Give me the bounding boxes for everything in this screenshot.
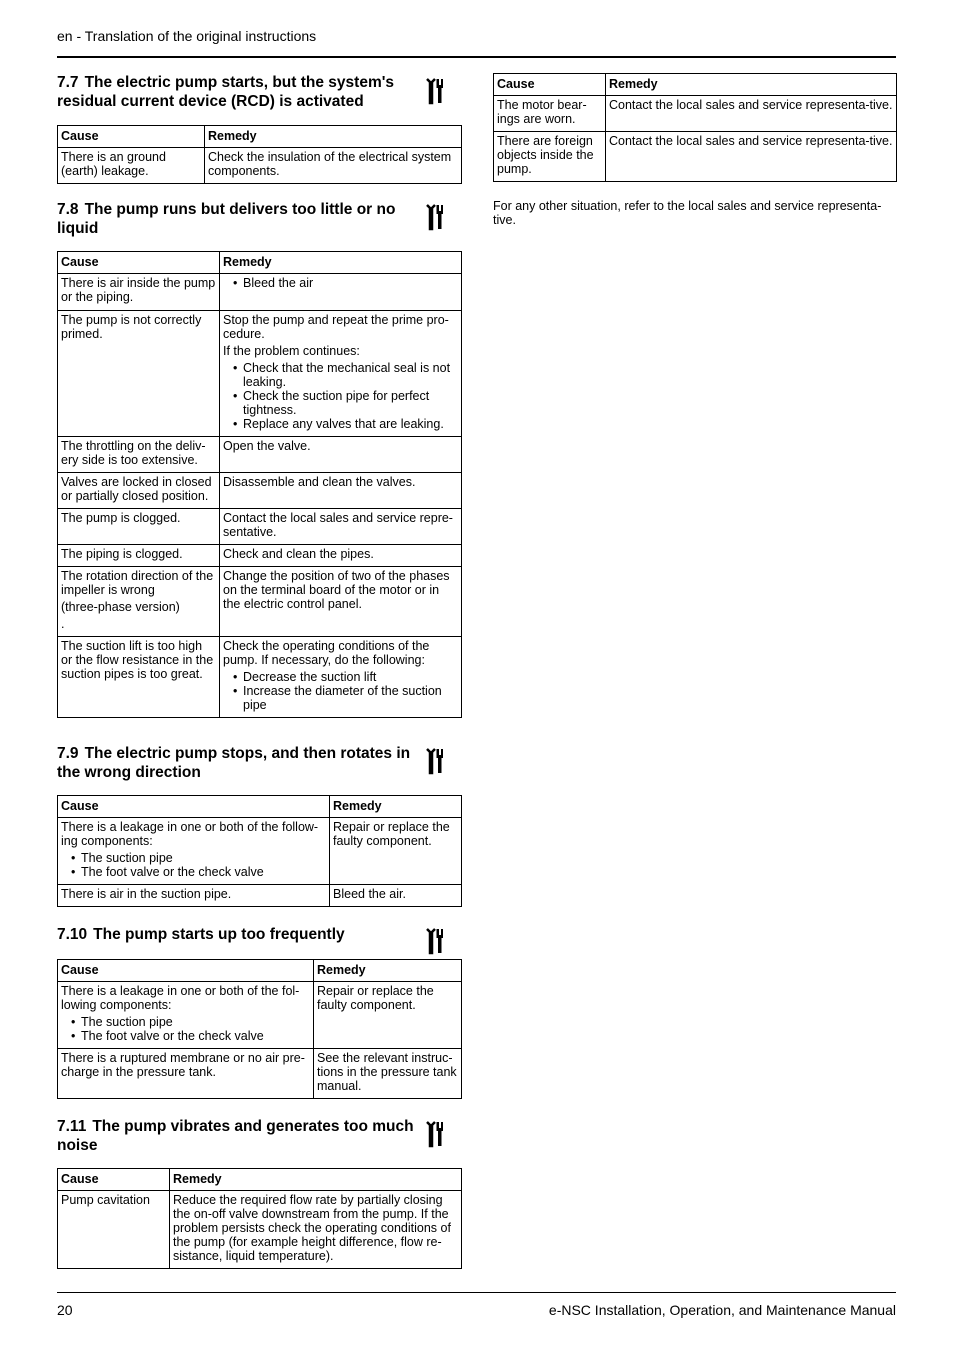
cause-text: . bbox=[61, 617, 65, 631]
cause-header: Cause bbox=[58, 252, 220, 274]
remedy-cell bbox=[220, 274, 462, 311]
table-row bbox=[494, 96, 897, 132]
cause-text: (three-phase version) bbox=[61, 600, 180, 614]
table-header-row bbox=[58, 1169, 462, 1191]
section-title-7-9 bbox=[57, 744, 417, 782]
section-title-7-8 bbox=[57, 200, 417, 238]
table-row bbox=[58, 818, 462, 885]
cause-cell: The motor bear-ings are worn. bbox=[494, 96, 606, 132]
remedy-header: Remedy bbox=[205, 126, 462, 148]
page-number: 20 bbox=[57, 1302, 73, 1318]
tools-icon bbox=[425, 77, 443, 105]
table-header-row bbox=[58, 126, 462, 148]
table-row bbox=[58, 982, 462, 1049]
remedy-cell: Change the position of two of the phases on the terminal board of the motor or in the electric control panel. bbox=[220, 567, 462, 637]
other-situation-note: For any other situation, refer to the local sales and service representa-tive. bbox=[493, 199, 882, 227]
cause-cell: There is an ground (earth) leakage. bbox=[58, 148, 205, 184]
cause-cell bbox=[58, 982, 314, 1049]
table-header-row bbox=[58, 252, 462, 274]
list-item: • The foot valve or the check valve bbox=[81, 1029, 310, 1043]
tools-icon bbox=[425, 1120, 443, 1148]
remedy-cell: Contact the local sales and service representa-tive. bbox=[606, 132, 897, 182]
remedy-header: Remedy bbox=[606, 74, 897, 96]
cause-cell: The piping is clogged. bbox=[58, 545, 220, 567]
section-heading: The pump starts up too frequently bbox=[93, 926, 345, 943]
remedy-cell: Reduce the required flow rate by partially closing the on-off valve downstream from the pump. If the problem persists check the operating conditions of the pump (for example height difference, flow re-sistance, liquid temperature). bbox=[170, 1191, 462, 1269]
remedy-cell: Repair or replace the faulty component. bbox=[314, 982, 462, 1049]
cause-cell: There is air in the suction pipe. bbox=[58, 885, 330, 907]
cause-cell: The throttling on the deliv-ery side is too extensive. bbox=[58, 437, 220, 473]
section-heading: The pump runs but delivers too little or no liquid bbox=[57, 201, 396, 237]
list-item: • The foot valve or the check valve bbox=[81, 865, 326, 879]
list-item: • The suction pipe bbox=[81, 851, 326, 865]
cause-cell: The pump is not correctly primed. bbox=[58, 311, 220, 437]
remedy-cell: Contact the local sales and service representa-tive. bbox=[606, 96, 897, 132]
table-header-row bbox=[58, 960, 462, 982]
cause-cell: The pump is clogged. bbox=[58, 509, 220, 545]
cause-header: Cause bbox=[494, 74, 606, 96]
section-title-7-7 bbox=[57, 73, 417, 111]
header-divider bbox=[57, 56, 896, 58]
list-item: • Bleed the air bbox=[243, 276, 458, 290]
remedy-text: Stop the pump and repeat the prime pro-cedure. bbox=[223, 313, 449, 341]
list-item: • Increase the diameter of the suction pipe bbox=[243, 684, 458, 712]
footer-divider bbox=[57, 1292, 896, 1293]
tools-icon bbox=[425, 927, 443, 955]
table-row bbox=[58, 509, 462, 545]
troubleshooting-table-continued bbox=[493, 73, 897, 182]
cause-header: Cause bbox=[58, 1169, 170, 1191]
section-title-7-10 bbox=[57, 925, 417, 944]
remedy-cell: See the relevant instruc-tions in the pressure tank manual. bbox=[314, 1049, 462, 1099]
cause-cell: There is air inside the pump or the piping. bbox=[58, 274, 220, 311]
remedy-header: Remedy bbox=[220, 252, 462, 274]
cause-header: Cause bbox=[58, 960, 314, 982]
cause-header: Cause bbox=[58, 126, 205, 148]
section-number: 7.11 bbox=[57, 1118, 87, 1135]
table-row bbox=[58, 311, 462, 437]
list-item: • Check that the mechanical seal is not leaking. bbox=[243, 361, 458, 389]
remedy-header: Remedy bbox=[330, 796, 462, 818]
troubleshooting-table-7-8 bbox=[57, 251, 462, 718]
list-item: • Check the suction pipe for perfect tightness. bbox=[243, 389, 458, 417]
cause-text: The rotation direction of the impeller is wrong bbox=[61, 569, 214, 597]
remedy-text: Check the operating conditions of the pump. If necessary, do the following: bbox=[223, 639, 430, 667]
list-item: • Replace any valves that are leaking. bbox=[243, 417, 458, 431]
cause-cell: Valves are locked in closed or partially closed position. bbox=[58, 473, 220, 509]
manual-title: e-NSC Installation, Operation, and Maintenance Manual bbox=[548, 1302, 896, 1318]
cause-cell bbox=[58, 818, 330, 885]
remedy-cell: Repair or replace the faulty component. bbox=[330, 818, 462, 885]
troubleshooting-table-7-9 bbox=[57, 795, 462, 907]
remedy-cell bbox=[220, 311, 462, 437]
section-title-7-11 bbox=[57, 1117, 417, 1155]
table-row bbox=[58, 473, 462, 509]
section-number: 7.9 bbox=[57, 745, 79, 762]
remedy-header: Remedy bbox=[170, 1169, 462, 1191]
tools-icon bbox=[425, 203, 443, 231]
section-number: 7.8 bbox=[57, 201, 79, 218]
cause-cell: There are foreign objects inside the pump. bbox=[494, 132, 606, 182]
section-number: 7.10 bbox=[57, 926, 88, 943]
cause-cell: Pump cavitation bbox=[58, 1191, 170, 1269]
table-row bbox=[58, 567, 462, 637]
table-header-row bbox=[494, 74, 897, 96]
troubleshooting-table-7-7 bbox=[57, 125, 462, 184]
table-row bbox=[58, 1191, 462, 1269]
troubleshooting-table-7-10 bbox=[57, 959, 462, 1099]
cause-cell: There is a ruptured membrane or no air pre-charge in the pressure tank. bbox=[58, 1049, 314, 1099]
table-header-row bbox=[58, 796, 462, 818]
table-row bbox=[58, 885, 462, 907]
section-heading: The electric pump stops, and then rotates in the wrong direction bbox=[57, 745, 411, 781]
remedy-cell: Contact the local sales and service repre-sentative. bbox=[220, 509, 462, 545]
page-header: en - Translation of the original instructions bbox=[57, 28, 317, 44]
table-row bbox=[58, 637, 462, 718]
table-row bbox=[58, 437, 462, 473]
cause-text: There is a leakage in one or both of the fol-lowing components: bbox=[61, 984, 300, 1012]
section-heading: The electric pump starts, but the system's residual current device (RCD) is activated bbox=[57, 74, 395, 110]
section-heading: The pump vibrates and generates too much noise bbox=[57, 1118, 414, 1154]
list-item: • Decrease the suction lift bbox=[243, 670, 458, 684]
table-row bbox=[494, 132, 897, 182]
table-row bbox=[58, 274, 462, 311]
list-item: • The suction pipe bbox=[81, 1015, 310, 1029]
table-row bbox=[58, 1049, 462, 1099]
cause-cell: The suction lift is too high or the flow resistance in the suction pipes is too great. bbox=[58, 637, 220, 718]
tools-icon bbox=[425, 747, 443, 775]
remedy-cell: Check the insulation of the electrical system components. bbox=[205, 148, 462, 184]
remedy-cell: Check and clean the pipes. bbox=[220, 545, 462, 567]
remedy-cell: Disassemble and clean the valves. bbox=[220, 473, 462, 509]
section-number: 7.7 bbox=[57, 74, 79, 91]
remedy-cell: Open the valve. bbox=[220, 437, 462, 473]
remedy-text: If the problem continues: bbox=[223, 344, 360, 358]
cause-text: There is a leakage in one or both of the follow-ing components: bbox=[61, 820, 319, 848]
table-row bbox=[58, 545, 462, 567]
remedy-header: Remedy bbox=[314, 960, 462, 982]
table-row bbox=[58, 148, 462, 184]
cause-header: Cause bbox=[58, 796, 330, 818]
troubleshooting-table-7-11 bbox=[57, 1168, 462, 1269]
remedy-cell bbox=[220, 637, 462, 718]
remedy-cell: Bleed the air. bbox=[330, 885, 462, 907]
cause-cell bbox=[58, 567, 220, 637]
